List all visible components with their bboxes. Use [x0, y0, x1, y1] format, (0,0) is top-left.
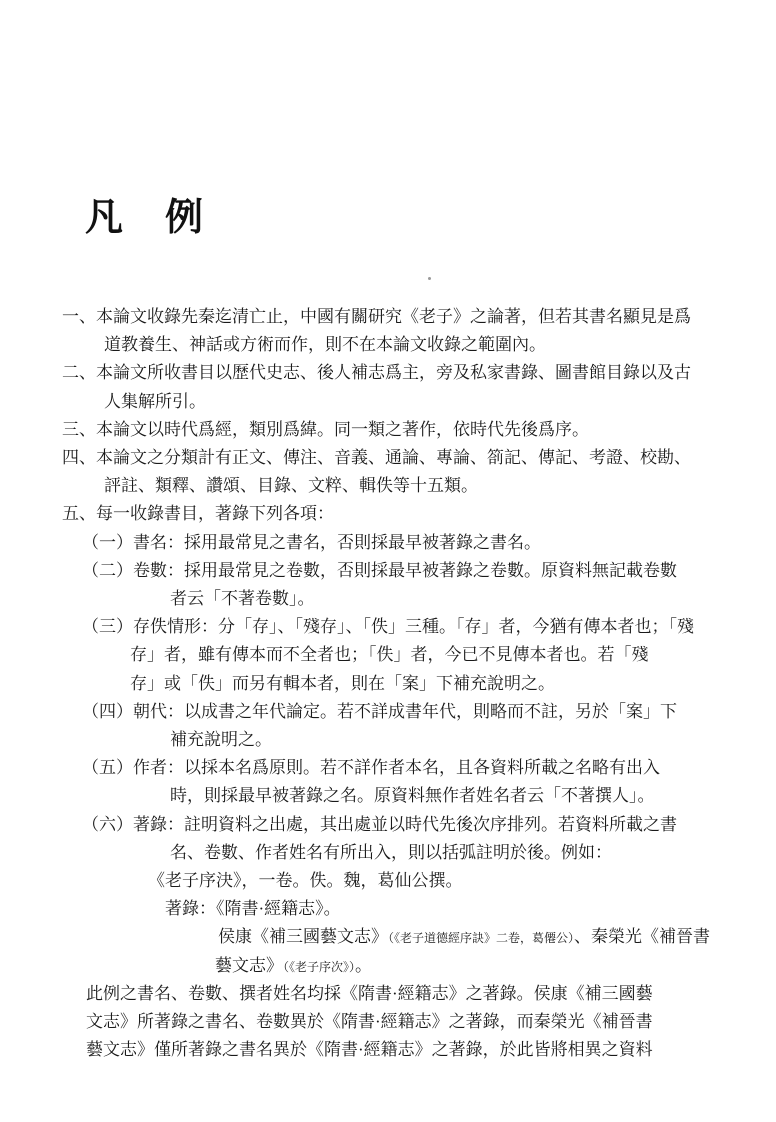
text-line: 五、每一收錄書目，著錄下列各項： — [62, 504, 334, 523]
text-line: 存」者，雖有傳本而不全者也；「佚」者，今已不見傳本者也。若「殘 — [130, 645, 649, 664]
text-line: 補充說明之。 — [170, 730, 272, 749]
example-citation-line — [215, 954, 372, 979]
text-line: 者云「不著卷數」。 — [170, 589, 315, 608]
text-line: （三）存佚情形：分「存」、「殘存」、「佚」三種。「存」者，今猶有傳本者也；「殘 — [82, 617, 694, 636]
scan-artifact-dot — [428, 277, 431, 280]
citation-note-small: （《老子序次》） — [283, 960, 356, 974]
citation-note-small: （《老子道德經序訣》二卷，葛僊公） — [388, 931, 575, 945]
page-title: 凡 例 — [85, 197, 206, 239]
citation-text: 藝文志》 — [215, 956, 283, 975]
text-line: 名、卷數、作者姓名有所出入，則以括弧註明於後。例如： — [170, 843, 612, 862]
text-line: 二、本論文所收書目以歷代史志、後人補志爲主，旁及私家書錄、圖書館目錄以及古 — [62, 363, 691, 382]
text-line: 此例之書名、卷數、撰者姓名均採《隋書·經籍志》之著錄。侯康《補三國藝 — [86, 984, 653, 1003]
text-line: 評註、類釋、讚頌、目錄、文粹、輯佚等十五類。 — [104, 476, 478, 495]
citation-text: 侯康《補三國藝文志》 — [218, 927, 388, 946]
text-line: 一、本論文收錄先秦迄清亡止，中國有關研究《老子》之論著，但若其書名顯見是爲 — [62, 307, 691, 326]
text-line: 存」或「佚」而另有輯本者，則在「案」下補充說明之。 — [130, 674, 555, 693]
text-line: 三、本論文以時代爲經，類別爲緯。同一類之著作，依時代先後爲序。 — [62, 420, 589, 439]
example-book-line: 《老子序決》，一卷。佚。魏，葛仙公撰。 — [148, 871, 463, 890]
example-citation-line — [218, 925, 710, 950]
text-line: （五）作者：以採本名爲原則。若不詳作者本名，且各資料所載之名略有出入 — [82, 758, 660, 777]
citation-text: 、秦榮光《補晉書 — [574, 927, 711, 946]
example-source-line: 著錄：《隋書·經籍志》。 — [165, 899, 341, 918]
text-line: （六）著錄：註明資料之出處，其出處並以時代先後次序排列。若資料所載之書 — [82, 815, 677, 834]
text-line: （二）卷數：採用最常見之卷數，否則採最早被著錄之卷數。原資料無記載卷數 — [82, 561, 677, 580]
text-line: 時，則採最早被著錄之名。原資料無作者姓名者云「不著撰人」。 — [170, 786, 655, 805]
text-line: 道教養生、神話或方術而作，則不在本論文收錄之範圍內。 — [104, 335, 546, 354]
text-line: 人集解所引。 — [104, 392, 206, 411]
text-line: （一）書名：採用最常見之書名，否則採最早被著錄之書名。 — [82, 533, 541, 552]
text-line: 文志》所著錄之書名、卷數異於《隋書·經籍志》之著錄，而秦榮光《補晉書 — [86, 1012, 653, 1031]
text-line: 藝文志》僅所著錄之書名異於《隋書·經籍志》之著錄，於此皆將相異之資料 — [86, 1040, 653, 1059]
text-line: （四）朝代：以成書之年代論定。若不詳成書年代，則略而不註，另於「案」下 — [82, 702, 677, 721]
text-line: 四、本論文之分類計有正文、傳注、音義、通論、專論、箚記、傳記、考證、校勘、 — [62, 448, 691, 467]
citation-text: 。 — [355, 956, 373, 975]
